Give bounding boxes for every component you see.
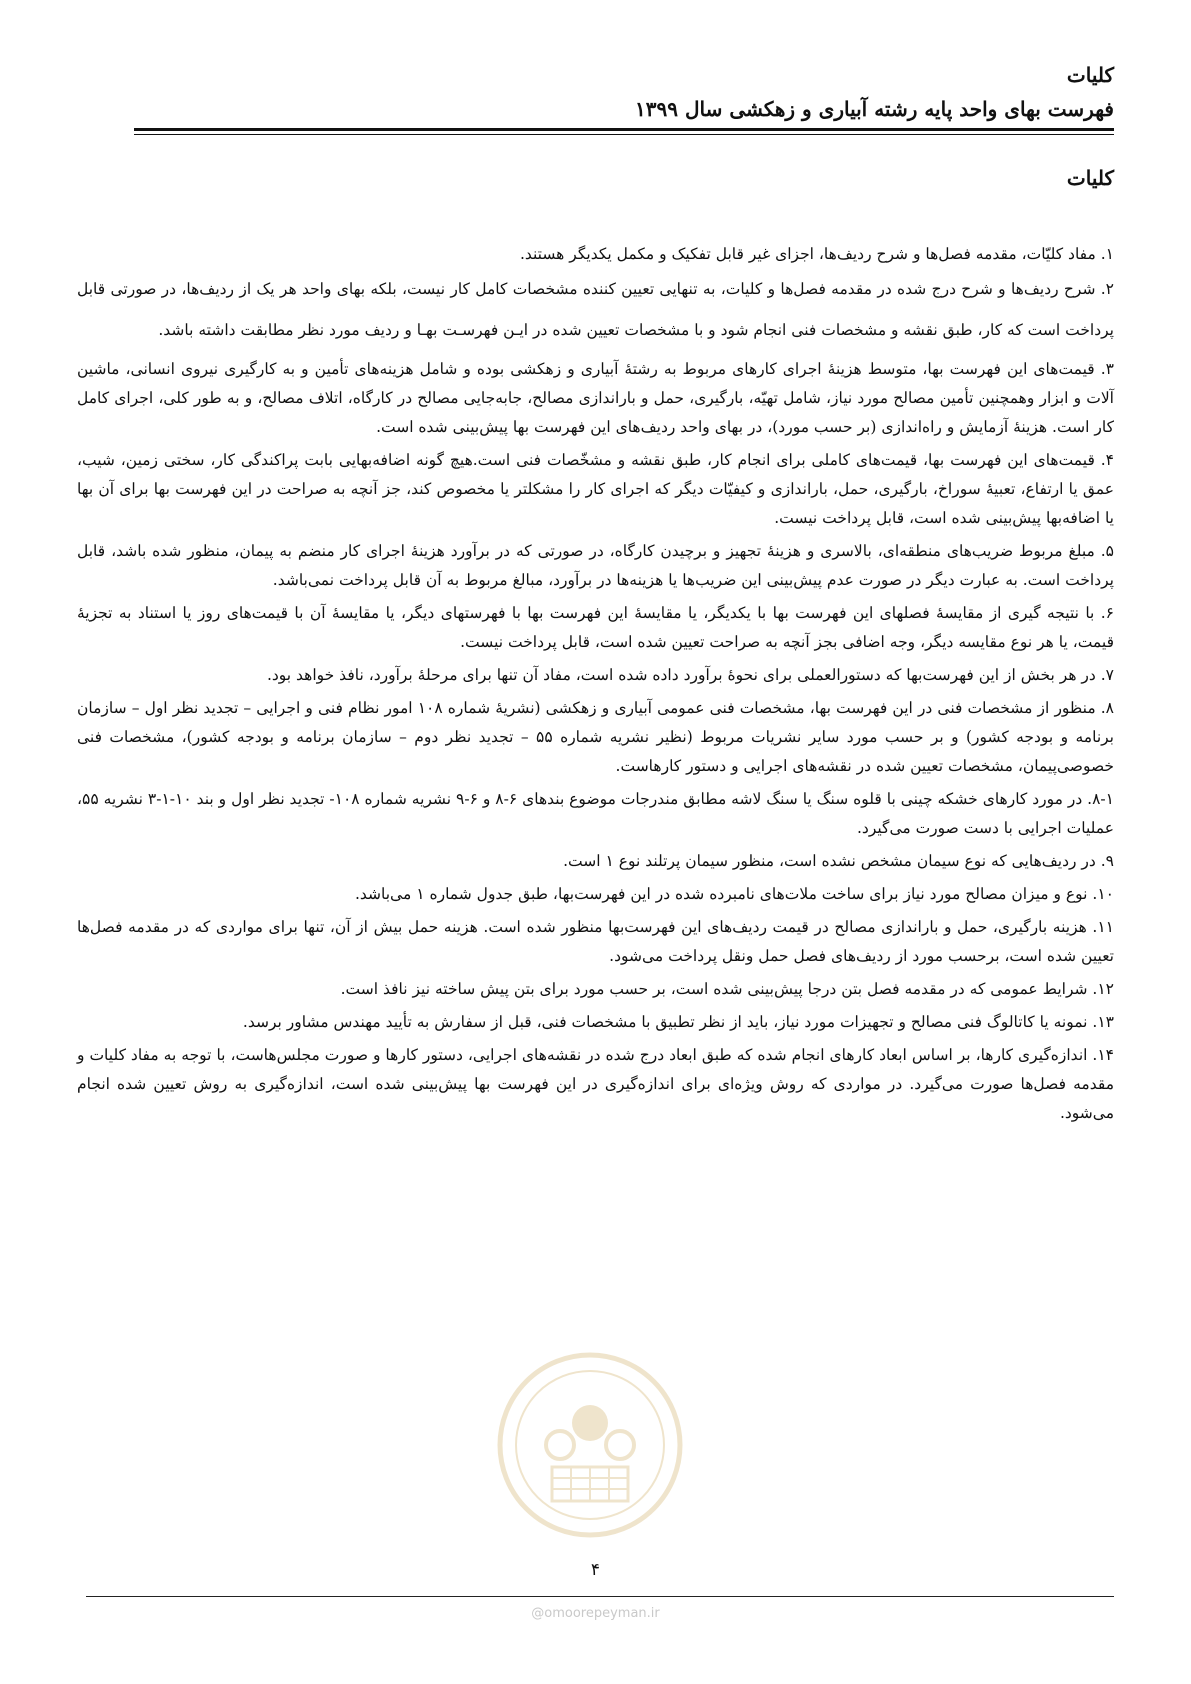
paragraph-1: ۱. مفاد کلیّات، مقدمه فصل‌ها و شرح ردیف‌ها، اجزای غیر قابل تفکیک و مکمل یکدیگر هستند. — [519, 245, 1114, 263]
paragraph-14: ۱۴. اندازه‌گیری کارها، بر اساس ابعاد کارهای انجام شده که طبق ابعاد درج شده در نقشه‌های اجرایی، دستور کارها و صورت مجلس‌هاست، با توجه به مفاد کلیات و مقدمه فصل‌ها صورت می‌گیرد. در مواردی که روش ویژه‌ای برای اندازه‌گیری در این فهرست بها پیش‌بینی شده است، اندازه‌گیری به روش تعیین شده انجام می‌شود. — [77, 1046, 1114, 1122]
paragraph-6: ۶. با نتیجه گیری از مقایسهٔ فصلهای این فهرست بها با یکدیگر، یا مقایسهٔ این فهرست بها با فهرستهای دیگر، یا مقایسهٔ آن با قیمت‌های روز یا استناد به تجزیهٔ قیمت، یا هر نوع مقایسه دیگر، وجه اضافی بجز آنچه به صراحت تعیین شده است، قابل پرداخت نیست. — [77, 604, 1114, 651]
footer-site-watermark: @omoorepeyman.ir — [531, 1606, 660, 1621]
paragraph-5: ۵. مبلغ مربوط ضریب‌های منطقه‌ای، بالاسری و هزینهٔ تجهیز و برچیدن کارگاه، در صورتی که در برآورد هزینهٔ اجرای کار منضم به پیمان، منظور شده باشد، قابل پرداخت است. به عبارت دیگر در صورت عدم پیش‌بینی این ضریب‌ها یا هزینه‌ها در برآورد، مبالغ مربوط به آن قابل پرداخت نمی‌باشد. — [77, 542, 1114, 589]
paragraph-12: ۱۲. شرایط عمومی که در مقدمه فصل بتن درجا پیش‌بینی شده است، بر حسب مورد برای بتن پیش ساخته نیز نافذ است. — [340, 980, 1114, 998]
header-document-title: فهرست بهای واحد پایه رشته آبیاری و زهکشی سال ۱۳۹۹ — [635, 97, 1114, 121]
page-header — [77, 58, 1114, 126]
paragraph-2: ۲. شرح ردیف‌ها و شرح درج شده در مقدمه فصل‌ها و کلیات، به تنهایی تعیین کننده مشخصات کامل کار نیست، بلکه بهای واحد هر یک از ردیف‌ها، در صورتی قابل پرداخت است که کار، طبق نقشه و مشخصات فنی انجام شود و با مشخصات تعیین شده در ایـن فهرسـت بهـا و ردیف مورد نظر مطابقت داشته باشد. — [77, 280, 1114, 339]
paragraph-3: ۳. قیمت‌های این فهرست بها، متوسط هزینهٔ اجرای کارهای مربوط به رشتهٔ آبیاری و زهکشی بوده و شامل هزینه‌های تأمین و به کارگیری نیروی انسانی، ماشین آلات و ابزار وهمچنین تأمین مصالح مورد نیاز، شامل تهیّه، بارگیری، حمل و باراندازی مصالح، جابه‌جایی مصالح در کارگاه، اتلاف مصالح، و به طور کلی، اجرای کامل کار است. هزینهٔ آزمایش و راه‌اندازی (بر حسب مورد)، در بهای واحد ردیف‌های این فهرست بها پیش‌بینی شده است. — [77, 360, 1114, 436]
header-rule-thick — [134, 128, 1114, 131]
footer-rule — [86, 1596, 1114, 1597]
header-chapter-title: کلیات — [1066, 63, 1114, 87]
paragraph-8: ۸. منظور از مشخصات فنی در این فهرست بها، مشخصات فنی عمومی آبیاری و زهکشی (نشریهٔ شماره ۱۰۸ امور نظام فنی و اجرایی – تجدید نظر اول – سازمان برنامه و بودجه کشور) و بر حسب مورد سایر نشریات مربوط (نظیر نشریه شماره ۵۵ – تجدید نظر دوم – سازمان برنامه و بودجه کشور)، مشخصات فنی خصوصی‌پیمان، مشخصات تعیین شده در نقشه‌های اجرایی و دستور کارهاست. — [77, 699, 1114, 775]
paragraph-4: ۴. قیمت‌های این فهرست بها، قیمت‌های کاملی برای انجام کار، طبق نقشه و مشخّصات فنی است.هیچ گونه اضافه‌بهایی بابت پراکندگی کار، سختی زمین، شیب، عمق یا ارتفاع، تعبیهٔ سوراخ، بارگیری، حمل، باراندازی و کیفیّات دیگر که اجرای کار را مشکلتر یا مخصوص کند، جز آنچه به صراحت در این فهرست بها برای آن بها یا اضافه‌بها پیش‌بینی شده است، قابل پرداخت نیست. — [77, 451, 1114, 527]
paragraph-7: ۷. در هر بخش از این فهرست‌بها که دستورالعملی برای نحوهٔ برآورد داده شده است، مفاد آن تنها برای مرحلهٔ برآورد، نافذ خواهد بود. — [266, 666, 1114, 684]
section-title: کلیات — [1066, 166, 1114, 190]
paragraph-9: ۹. در ردیف‌هایی که نوع سیمان مشخص نشده است، منظور سیمان پرتلند نوع ۱ است. — [563, 852, 1114, 870]
page-number: ۴ — [590, 1560, 601, 1580]
paragraph-11: ۱۱. هزینه بارگیری، حمل و باراندازی مصالح در قیمت ردیف‌های این فهرست‌بها منظور شده است. هزینه حمل بیش از آن، تنها برای مواردی که در مقدمه فصل‌ها تعیین شده است، برحسب مورد از ردیف‌های فصل حمل ونقل پرداخت می‌شود. — [77, 918, 1114, 965]
watermark-seal-icon — [490, 1345, 690, 1545]
body-text — [77, 240, 1114, 1128]
paragraph-13: ۱۳. نمونه یا کاتالوگ فنی مصالح و تجهیزات مورد نیاز، باید از نظر تطبیق با مشخصات فنی، قبل از سفارش به تأیید مهندس مشاور برسد. — [242, 1013, 1114, 1031]
paragraph-10: ۱۰. نوع و میزان مصالح مورد نیاز برای ساخت ملات‌های نامبرده شده در این فهرست‌بها، طبق جدول شماره ۱ می‌باشد. — [354, 885, 1114, 903]
header-rule-thin — [134, 134, 1114, 135]
paragraph-8-1: ۸-۱. در مورد کارهای خشکه چینی با قلوه سنگ یا سنگ لاشه مطابق مندرجات موضوع بندهای ۶-۸ و ۶-۹ نشریه شماره ۱۰۸- تجدید نظر اول و بند ۱۰-۱-۳ نشریه ۵۵، عملیات اجرایی با دست صورت می‌گیرد. — [77, 790, 1114, 837]
